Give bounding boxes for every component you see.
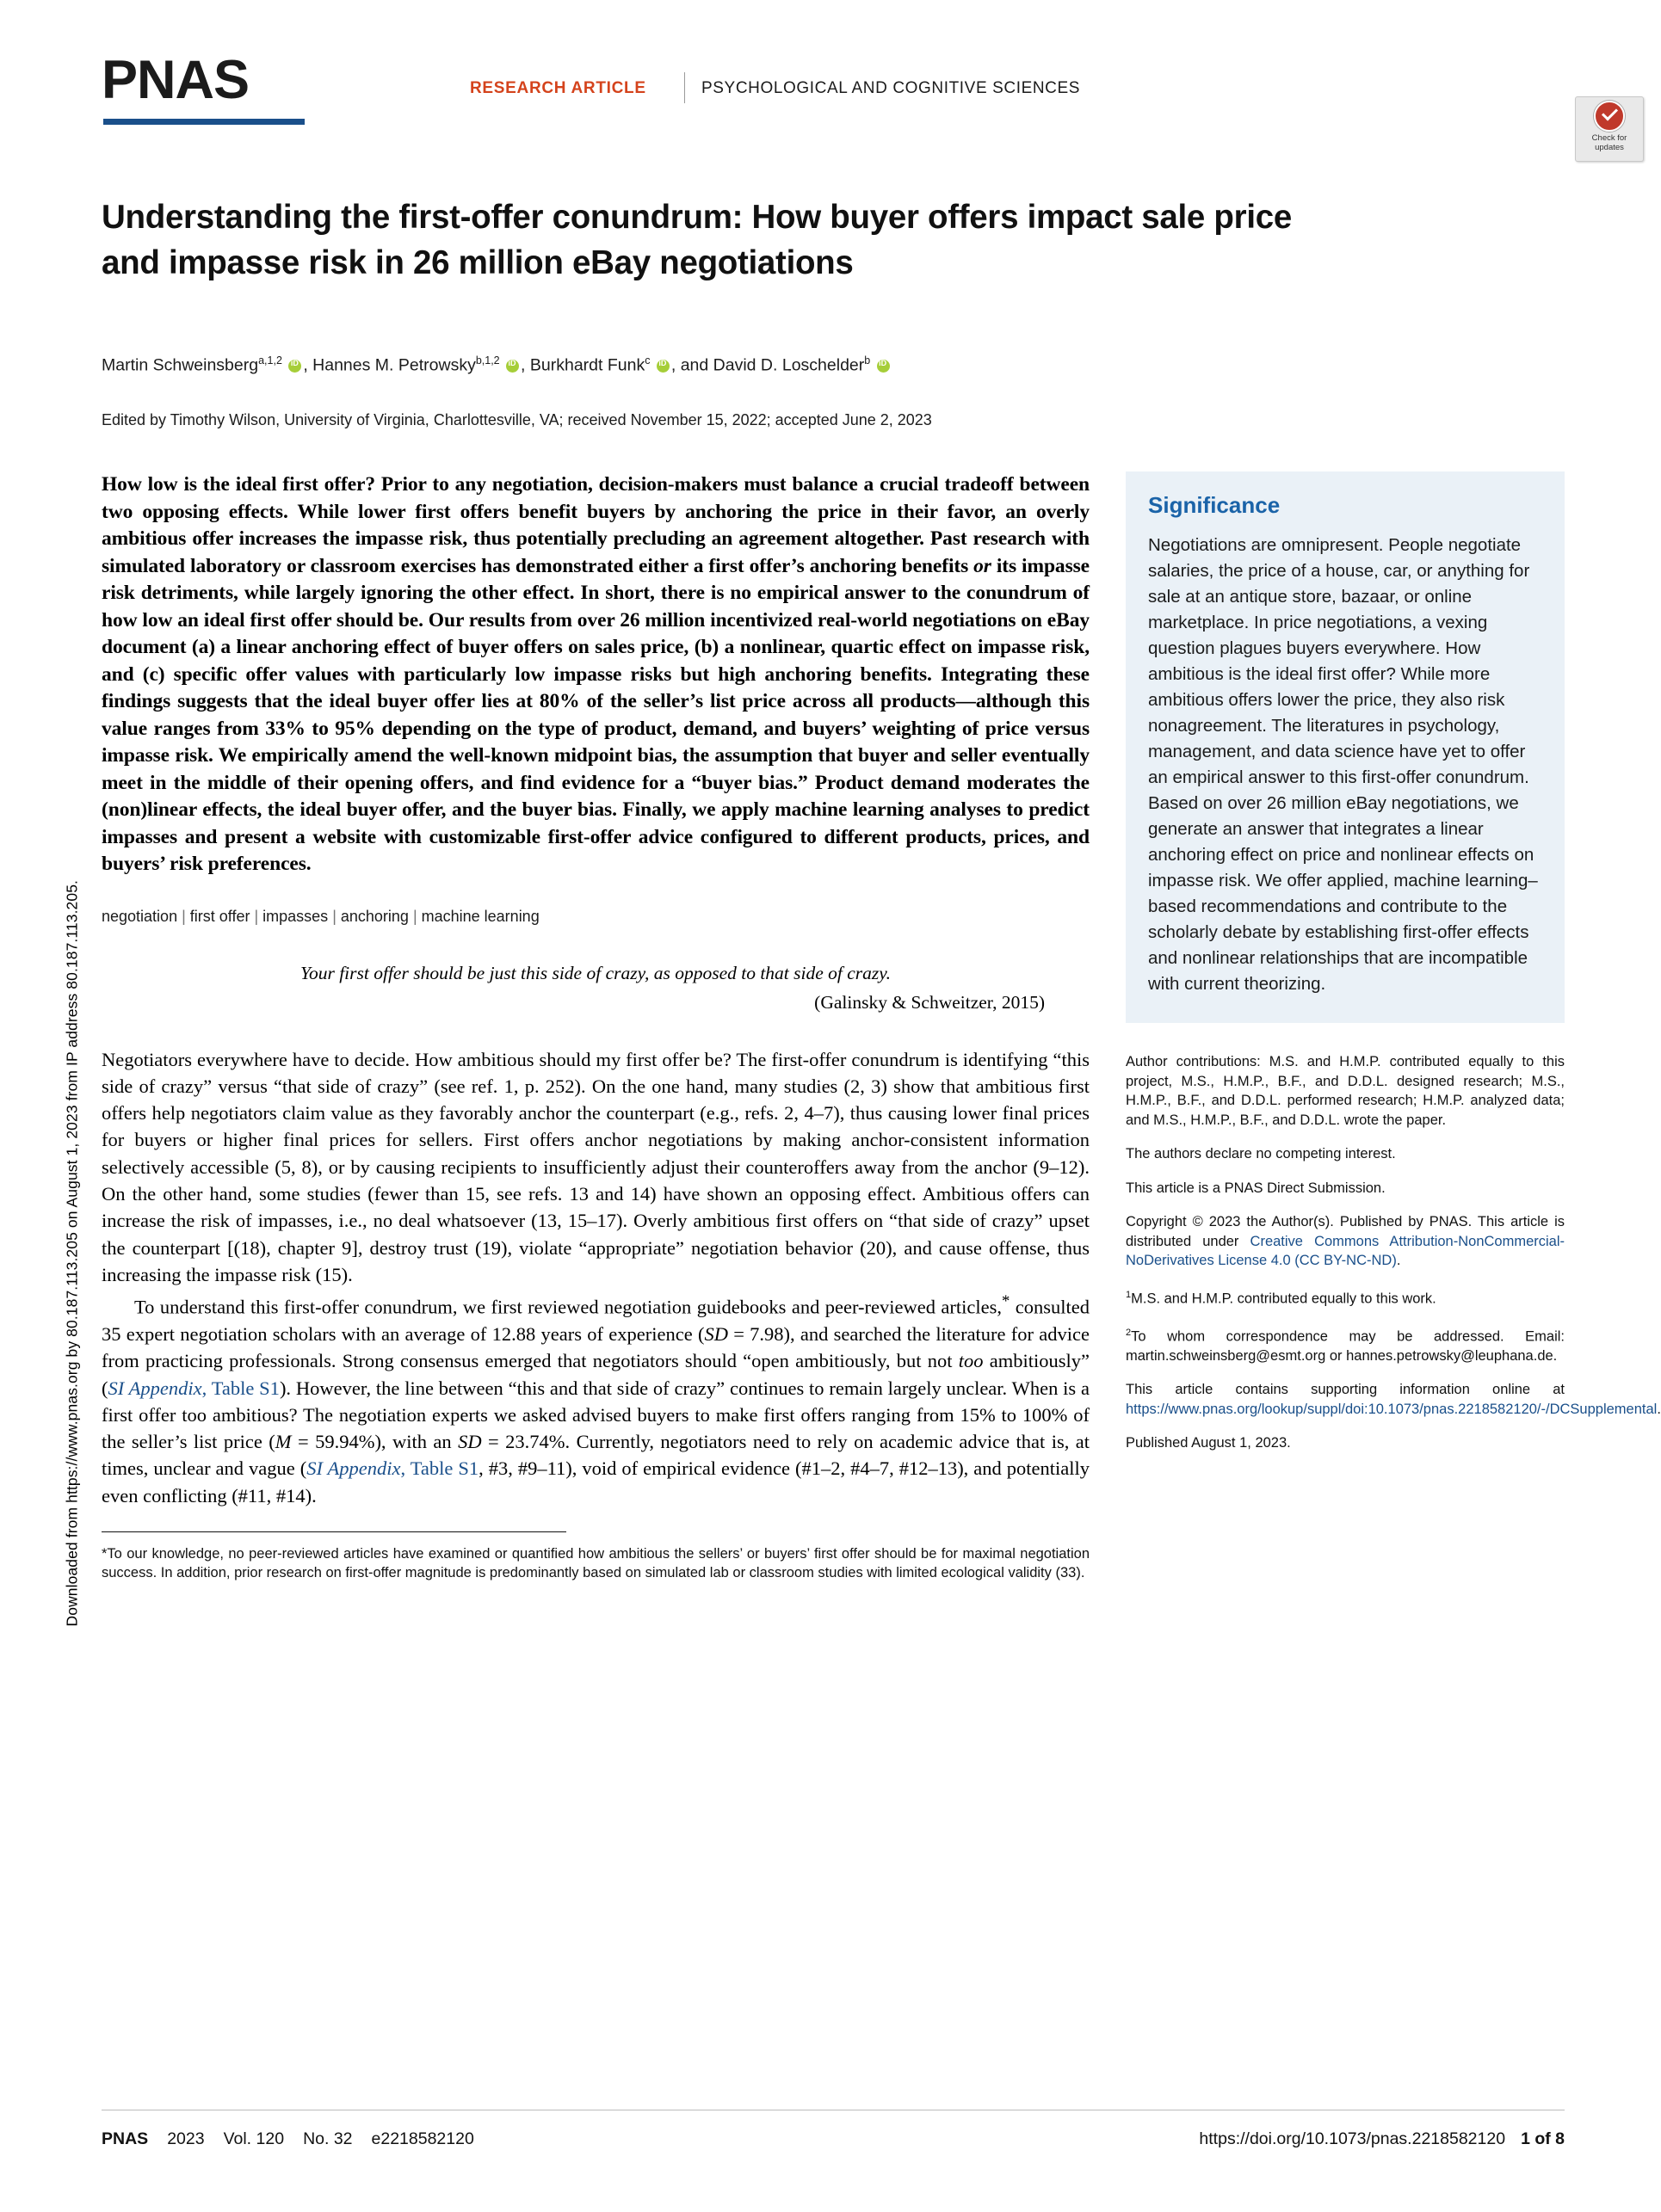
footer-journal: PNAS (102, 2129, 149, 2148)
body-text (102, 1046, 1090, 1510)
crossmark-label-line1: Check for (1591, 133, 1627, 143)
supporting-period: . (1657, 1401, 1661, 1417)
supporting-information (1126, 1380, 1661, 1419)
footnote-1-text: M.S. and H.M.P. contributed equally to this work. (1131, 1291, 1436, 1306)
abstract: How low is the ideal first offer? Prior to any negotiation, decision-makers must balance a crucial tradeoff between two opposing effects. While lower first offers benefit buyers by anchoring the price in their favor, an overly ambitious offer increases the impasse risk, thus potentially precluding an agreement altogether. Past research with simulated laboratory or classroom exercises has demonstrated either a first offer’s anchoring benefits or its impasse risk detriments, while largely ignoring the other effect. In short, there is no empirical answer to the conundrum of how low an ideal first offer should be. Our results from over 26 million incentivized real-world negotiations on eBay document (a) a linear anchoring effect of buyer offers on sales price, (b) a nonlinear, quartic effect on impasse risk, and (c) specific offer values with particularly low impasse risks but high anchoring benefits. Integrating these findings suggests that the ideal buyer offer lies at 80% of the seller’s list price across all products—although this value ranges from 33% to 95% depending on the type of product, demand, and buyers’ weighting of price versus impasse risk. We empirically amend the well-known midpoint bias, the assumption that buyer and seller eventually meet in the middle of their opening offers, and find evidence for a “buyer bias.” Product demand moderates the (non)linear effects, the ideal buyer offer, and the buyer bias. Finally, we apply machine learning analyses to predict impasses and present a website with customizable first-offer advice configured to different products, prices, and buyers’ risk preferences. (102, 473, 1090, 875)
keyword-list: negotiation | first offer | impasses | anchoring | machine learning (102, 907, 540, 925)
footer-left (102, 2129, 493, 2149)
footer-volume: Vol. 120 (223, 2129, 285, 2148)
keyword: impasses (262, 907, 329, 925)
keyword: first offer (189, 907, 250, 925)
article-type-label: RESEARCH ARTICLE (470, 79, 646, 97)
significance-heading: Significance (1148, 492, 1281, 518)
pnas-logo: PNAS (102, 50, 250, 110)
author-contributions: Author contributions: M.S. and H.M.P. contributed equally to this project, M.S., H.M.P., B.F., and D.D.L. designed research; M.S., H.M.P., B.F., and D.D.L. performed research; H.M.P. analyzed data; and M.S., H.M.P., B.F., and D.D.L. wrote the paper. (1126, 1054, 1565, 1128)
check-icon (1594, 101, 1625, 132)
orcid-icon[interactable] (288, 360, 301, 373)
copyright-note (1126, 1212, 1565, 1271)
epigraph-quote: Your first offer should be just this side of crazy, as opposed to that side of crazy. (299, 962, 892, 983)
copyright-period: . (1396, 1253, 1401, 1268)
header-divider (684, 72, 685, 103)
orcid-icon[interactable] (657, 360, 670, 373)
footer-pageno: 1 of 8 (1521, 2129, 1565, 2148)
footnote-divider (102, 1531, 566, 1532)
masthead (102, 50, 1627, 152)
editor-line: Edited by Timothy Wilson, University of Virginia, Charlottesville, VA; received November 15, 2022; accepted June 2, 2023 (102, 411, 932, 428)
epigraph (102, 960, 1090, 1015)
download-watermark: Downloaded from https://www.pnas.org by 80.187.113.205 on August 1, 2023 from IP address 80.187.113.205. (63, 880, 81, 1627)
orcid-icon[interactable] (506, 360, 519, 373)
subject-area-label: PSYCHOLOGICAL AND COGNITIVE SCIENCES (701, 79, 1081, 97)
keyword: negotiation (102, 907, 178, 925)
footer-year: 2023 (167, 2129, 205, 2148)
footnote: *To our knowledge, no peer-reviewed articles have examined or quantified how ambitious the sellers’ or buyers’ first offer should be for maximal negotiation success. In addition, prior research on first-offer magnitude is predominantly based on simulated lab or classroom studies with limited ecological validity (33). (102, 1546, 1090, 1581)
keyword: machine learning (421, 907, 540, 925)
footer-issue: No. 32 (303, 2129, 353, 2148)
side-column (1126, 471, 1661, 1468)
page-title: Understanding the first-offer conundrum: How buyer offers impact sale price and impasse risk in 26 million eBay negotiations (102, 198, 1292, 281)
significance-text: Negotiations are omnipresent. People negotiate salaries, the price of a house, car, or anything for sale at an antique store, bazaar, or online marketplace. In price negotiations, a vexing question plagues buyers everywhere. How ambitious is the ideal first offer? While more ambitious offers lower the price, they also risk nonagreement. The literatures in psychology, management, and data science have yet to offer an empirical answer to this first-offer conundrum. Based on over 26 million eBay negotiations, we generate an answer that integrates a linear anchoring effect on price and nonlinear effects on impasse risk. We offer applied, machine learning–based recommendations and contribute to the scholarly debate by establishing first-offer effects and nonlinear relationships that are incompatible with current theorizing. (1148, 535, 1538, 994)
submission-note: This article is a PNAS Direct Submission. (1126, 1180, 1386, 1196)
supporting-text: This article contains supporting information online at (1126, 1382, 1565, 1397)
orcid-icon[interactable] (877, 360, 890, 373)
paragraph: Negotiators everywhere have to decide. How ambitious should my first offer be? The first-offer conundrum is identifying “this side of crazy” versus “that side of crazy” (see ref. 1, p. 252). On the one hand, many studies (2, 3) show that ambitious first offers help negotiators claim value as they favorably anchor the counterpart (e.g., refs. 2, 4–7), thus causing lower final prices for buyers or higher final prices for sellers. First offers anchor negotiations by making anchor-consistent information selectively accessible (5, 8), or by causing recipients to insufficiently adjust their counteroffers away from the anchor (9–12). On the other hand, some studies (fewer than 15, see refs. 13 and 14) have shown an opposing effect. Ambitious offers can increase the risk of impasses, i.e., no deal whatsoever (13, 15–17). Overly ambitious first offers on “that side of crazy” upset the counterpart [(18), chapter 9], destroy trust (19), violate “appropriate” negotiation behavior (20), and cause offense, thus increasing the impasse risk (15). (102, 1048, 1090, 1285)
crossmark-label-line2: updates (1595, 143, 1624, 152)
supplemental-link[interactable]: https://www.pnas.org/lookup/suppl/doi:10.1073/pnas.2218582120/-/DCSupplemental (1126, 1401, 1658, 1417)
footer-doi[interactable]: https://doi.org/10.1073/pnas.2218582120 (1199, 2129, 1506, 2148)
article-metadata (1126, 1052, 1661, 1453)
license-link[interactable]: Creative Commons Attribution-NonCommercial-NoDerivatives License 4.0 (CC BY-NC-ND) (1126, 1233, 1565, 1268)
competing-interest: The authors declare no competing interest. (1126, 1146, 1396, 1161)
main-column (102, 471, 1090, 1582)
copyright-text: Copyright © 2023 the Author(s). Published by PNAS. This article is distributed under (1126, 1214, 1565, 1249)
footnote-2: $^2$To whom correspondence may be addressed. Email: martin.schweinsberg@esmt.org or hannes.petrowsky@leuphana.de. (1126, 1327, 1565, 1364)
footnote-2-text: To whom correspondence may be addressed. Email: martin.schweinsberg@esmt.org or hannes.petrowsky@leuphana.de. (1126, 1328, 1565, 1364)
footer-eid: e2218582120 (371, 2129, 474, 2148)
footer-right (1199, 2129, 1565, 2149)
logo-underline (103, 119, 305, 125)
author-list: Martin Schweinsberg$^{a,1,2}$ iD , Hannes M. Petrowsky$^{b,1,2}$ iD , Burkhardt Funk$^c$ iD , and David D. Loschelder$^b$ iD (102, 354, 1392, 376)
epigraph-citation: (Galinsky & Schweitzer, 2015) (814, 991, 1045, 1013)
keyword: anchoring (340, 907, 409, 925)
paragraph: To understand this first-offer conundrum, we first reviewed negotiation guidebooks and peer-reviewed articles,* consulted 35 expert negotiation scholars with an average of 12.88 years of experience (SD = 7.98), and searched the literature for advice from practicing professionals. Strong consensus emerged that negotiators should “open ambitiously, but not too ambitiously” (SI Appendix, Table S1). However, the line between “this and that side of crazy” continues to remain largely unclear. When is a first offer too ambitious? The negotiation experts we asked advised buyers to make first offers ranging from 15% to 100% of the seller’s list price (M = 59.94%), with an SD = 23.74%. Currently, negotiators need to rely on academic advice that is, at times, unclear and vague (SI Appendix, Table S1, #3, #9–11), void of empirical evidence (#1–2, #4–7, #12–13), and potentially even conflicting (#11, #14). (102, 1292, 1090, 1507)
footnote-1: $^1$M.S. and H.M.P. contributed equally to this work. (1126, 1289, 1436, 1306)
published-date: Published August 1, 2023. (1126, 1435, 1291, 1451)
significance-box (1126, 471, 1565, 1023)
crossmark-badge[interactable] (1575, 96, 1644, 162)
